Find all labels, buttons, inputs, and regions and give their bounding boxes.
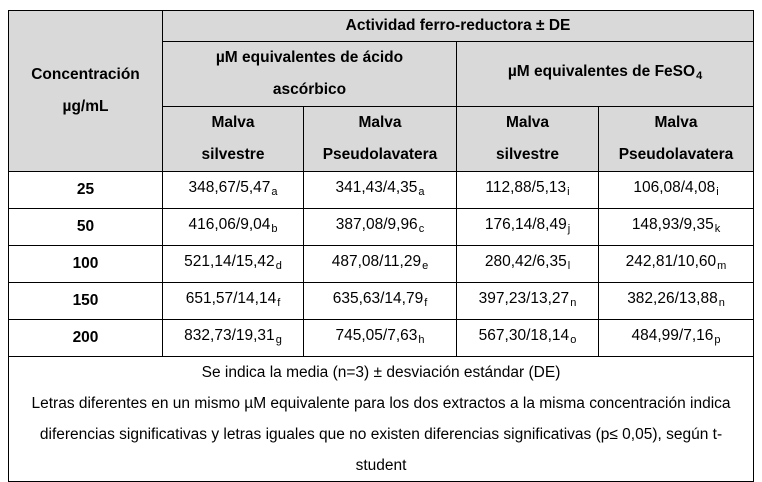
value-cell — [457, 209, 599, 246]
value-cell — [163, 283, 304, 320]
value-text: 382,26/13,88 — [627, 290, 718, 307]
significance-letter: i — [716, 186, 719, 198]
value-text: 348,67/5,47 — [188, 179, 271, 196]
significance-letter: f — [424, 297, 428, 309]
group-header-feso4-subscript: 4 — [696, 70, 703, 82]
value-text: 341,43/4,35 — [335, 179, 418, 196]
footnote-mean: Se indica la media (n=3) ± desviación estándar (DE) — [201, 364, 561, 381]
group-header-feso4-main: µM equivalentes de FeSO — [507, 63, 696, 80]
col-header-1-line1: Malva — [211, 114, 255, 131]
value-cell — [599, 246, 754, 283]
value-cell — [304, 246, 457, 283]
value-text: 148,93/9,35 — [631, 216, 714, 233]
concentration-cell: 100 — [9, 246, 163, 283]
value-cell — [304, 172, 457, 209]
value-cell — [304, 320, 457, 357]
value-text: 280,42/6,35 — [484, 253, 567, 270]
col-header-2-line2: Pseudolavatera — [322, 146, 438, 163]
concentration-cell: 50 — [9, 209, 163, 246]
col-header-3-line1: Malva — [505, 114, 550, 131]
table-row — [9, 320, 754, 357]
group-header-ascorbic: µM equivalentes de ácido ascórbico — [163, 42, 457, 107]
value-text: 484,99/7,16 — [631, 327, 714, 344]
value-cell — [599, 209, 754, 246]
significance-letter: l — [567, 260, 571, 272]
significance-letter: d — [275, 260, 282, 272]
significance-letter: f — [277, 297, 281, 309]
significance-letter: n — [718, 297, 725, 309]
value-text: 176,14/8,49 — [484, 216, 567, 233]
col-header-2 — [304, 107, 457, 172]
group-header-feso4 — [457, 42, 754, 107]
header-row-title — [9, 11, 754, 42]
table-title: Actividad ferro-reductora ± DE — [163, 11, 754, 42]
significance-letter: p — [714, 334, 721, 346]
value-text: 242,81/10,60 — [625, 253, 717, 270]
significance-letter: e — [422, 260, 429, 272]
col-header-3-line2: silvestre — [496, 146, 559, 163]
value-text: 397,23/13,27 — [478, 290, 570, 307]
concentration-header — [9, 11, 163, 172]
significance-letter: i — [567, 186, 570, 198]
significance-letter: o — [570, 334, 577, 346]
concentration-cell: 25 — [9, 172, 163, 209]
significance-letter: g — [275, 334, 282, 346]
value-text: 387,08/9,96 — [335, 216, 418, 233]
value-text: 521,14/15,42 — [184, 253, 275, 270]
value-cell — [599, 320, 754, 357]
value-text: 106,08/4,08 — [633, 179, 716, 196]
table-row — [9, 209, 754, 246]
value-text: 112,88/5,13 — [485, 179, 567, 196]
value-cell — [163, 172, 304, 209]
concentration-header-line2: µg/mL — [62, 98, 109, 115]
value-cell — [599, 172, 754, 209]
significance-letter: a — [271, 186, 278, 198]
table-row — [9, 283, 754, 320]
concentration-cell: 150 — [9, 283, 163, 320]
footnote-significance: Letras diferentes en un mismo µM equivalente para los dos extractos a la misma concentración indica diferencias significativas y letras iguales que no existen diferencias significativas (p≤ 0,05), según t-student — [31, 395, 731, 474]
value-text: 487,08/11,29 — [331, 253, 422, 270]
col-header-4-line2: Pseudolavatera — [618, 146, 734, 163]
value-text: 745,05/7,63 — [335, 327, 418, 344]
col-header-1-line2: silvestre — [201, 146, 265, 163]
value-cell — [599, 283, 754, 320]
value-cell — [457, 246, 599, 283]
value-text: 832,73/19,31 — [184, 327, 275, 344]
value-cell — [457, 172, 599, 209]
significance-letter: k — [714, 223, 721, 235]
value-cell — [163, 209, 304, 246]
significance-letter: n — [570, 297, 577, 309]
results-table — [8, 10, 754, 482]
col-header-1 — [163, 107, 304, 172]
value-cell — [304, 283, 457, 320]
value-cell — [163, 320, 304, 357]
significance-letter: m — [717, 260, 727, 272]
significance-letter: c — [418, 223, 425, 235]
value-cell — [163, 246, 304, 283]
col-header-2-line1: Malva — [358, 114, 402, 131]
value-text: 635,63/14,79 — [332, 290, 424, 307]
value-text: 567,30/18,14 — [478, 327, 570, 344]
value-cell — [457, 320, 599, 357]
table-row — [9, 246, 754, 283]
value-cell — [457, 283, 599, 320]
col-header-4 — [599, 107, 754, 172]
value-text: 416,06/9,04 — [188, 216, 271, 233]
concentration-cell: 200 — [9, 320, 163, 357]
concentration-header-line1: Concentración — [31, 66, 140, 83]
significance-letter: j — [567, 223, 571, 235]
value-text: 651,57/14,14 — [185, 290, 277, 307]
value-cell — [304, 209, 457, 246]
significance-letter: b — [271, 223, 278, 235]
significance-letter: a — [418, 186, 425, 198]
col-header-3 — [457, 107, 599, 172]
table-row — [9, 172, 754, 209]
significance-letter: h — [418, 334, 425, 346]
col-header-4-line1: Malva — [654, 114, 698, 131]
